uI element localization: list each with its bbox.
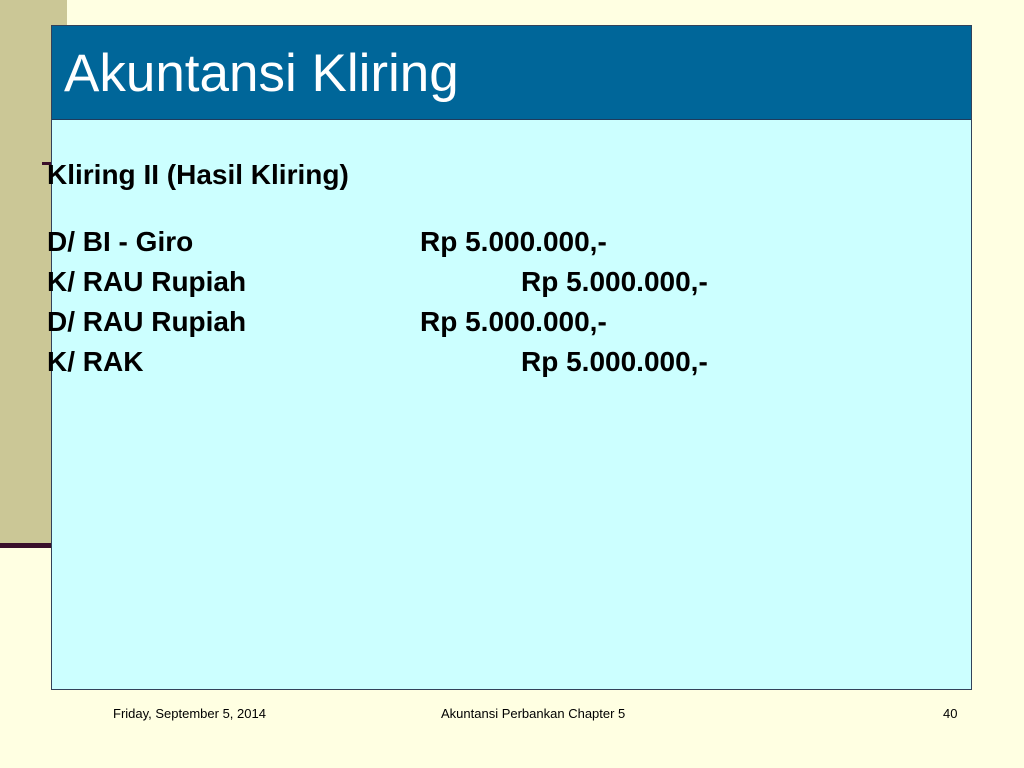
page-number: 40: [943, 706, 958, 721]
entry-amount: Rp 5.000.000,-: [420, 306, 607, 337]
side-divider-line: [0, 543, 52, 548]
footer-date: Friday, September 5, 2014: [113, 706, 266, 721]
entry-amount: Rp 5.000.000,-: [521, 266, 708, 297]
section-heading: Kliring II (Hasil Kliring): [47, 159, 349, 190]
entry-account: D/ RAU Rupiah: [47, 306, 247, 337]
entry-account: D/ BI - Giro: [47, 226, 194, 257]
journal-entry: [47, 262, 807, 302]
entry-amount: Rp 5.000.000,-: [521, 346, 708, 377]
journal-entry: [47, 342, 807, 382]
title-bar: [52, 26, 971, 120]
entry-amount: Rp 5.000.000,-: [420, 226, 607, 257]
journal-entry: [47, 222, 807, 262]
journal-entry: [47, 302, 807, 342]
entry-account: K/ RAU Rupiah: [47, 266, 247, 297]
footer-title: Akuntansi Perbankan Chapter 5: [441, 706, 626, 721]
entry-account: K/ RAK: [47, 346, 144, 377]
slide-title: Akuntansi Kliring: [64, 44, 459, 103]
